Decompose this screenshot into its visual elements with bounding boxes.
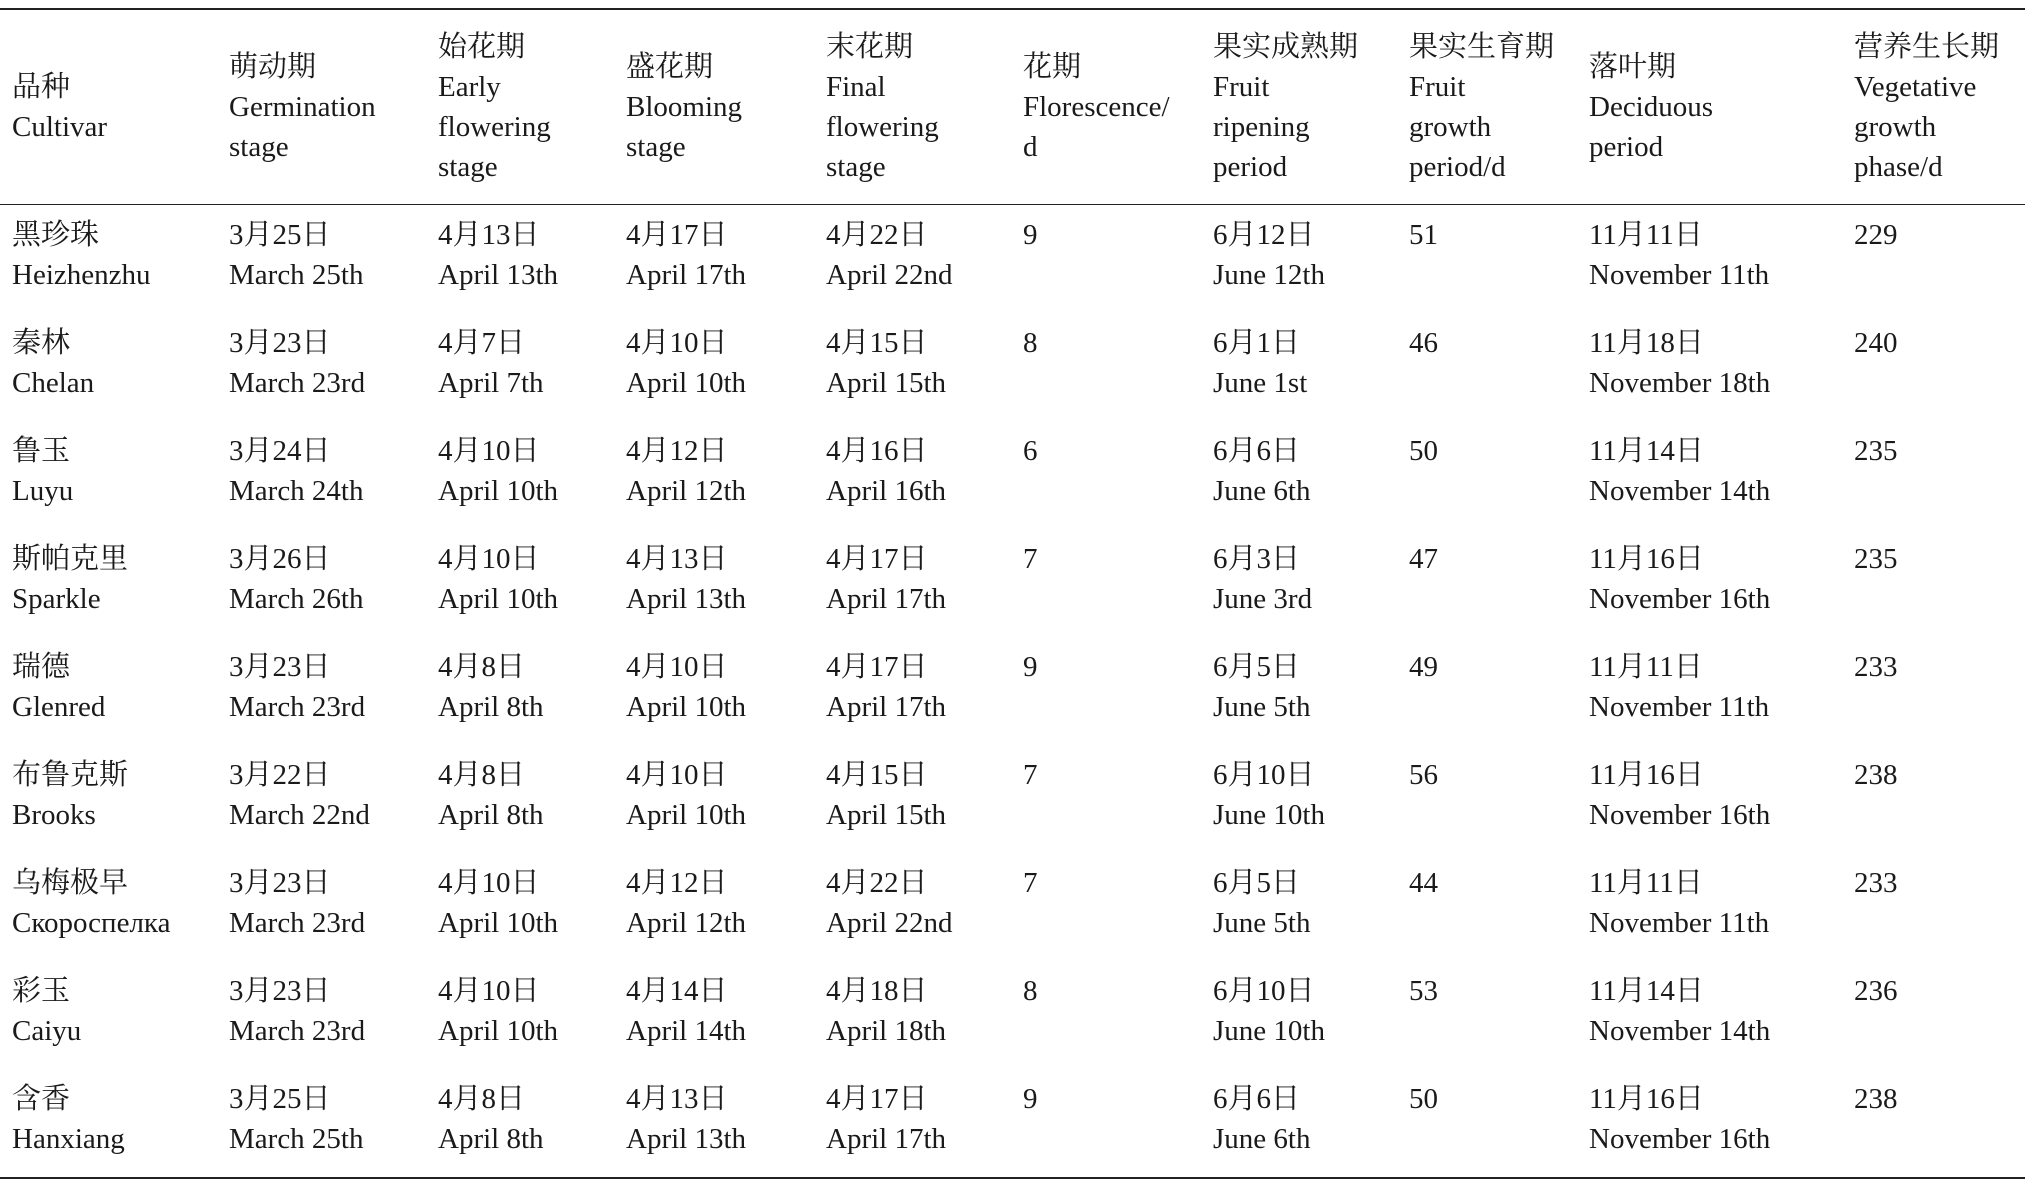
cell-blooming — [614, 529, 814, 637]
cell-en: April 7th — [438, 367, 544, 399]
cell-zh: 6月1日 — [1213, 327, 1301, 359]
column-header-florescence — [1011, 9, 1201, 205]
cell-en: April 12th — [626, 907, 747, 939]
cell-en: Heizhenzhu — [12, 259, 151, 291]
cell-deciduous — [1577, 421, 1842, 529]
cell-zh: 4月15日 — [826, 759, 928, 791]
cell-germination — [217, 745, 426, 853]
cell-final-flowering — [814, 421, 1011, 529]
table-header — [0, 9, 2025, 205]
cell-en: June 10th — [1213, 799, 1325, 831]
cell-blooming — [614, 421, 814, 529]
cell-en: April 17th — [826, 691, 947, 723]
column-header-zh: 营养生长期 — [1854, 31, 2000, 63]
column-header-en: Final flowering stage — [826, 71, 939, 183]
column-header-zh: 落叶期 — [1589, 51, 1677, 83]
cell-deciduous — [1577, 961, 1842, 1069]
cell-en: April 10th — [438, 1015, 559, 1047]
cell-zh: 4月10日 — [626, 327, 728, 359]
cell-en: June 5th — [1213, 691, 1311, 723]
cell-germination — [217, 853, 426, 961]
table-row — [0, 961, 2025, 1069]
cell-zh: 4月13日 — [438, 219, 540, 251]
cell-early-flowering — [426, 421, 614, 529]
cell-deciduous — [1577, 745, 1842, 853]
cell-florescence — [1011, 1069, 1201, 1178]
cell-germination — [217, 1069, 426, 1178]
cell-value: 8 — [1023, 327, 1038, 359]
cell-zh: 4月8日 — [438, 759, 526, 791]
cell-en: June 6th — [1213, 1123, 1311, 1155]
cell-zh: 6月5日 — [1213, 651, 1301, 683]
column-header-zh: 始花期 — [438, 31, 526, 63]
cell-en: June 1st — [1213, 367, 1308, 399]
table-row — [0, 1069, 2025, 1178]
cell-florescence — [1011, 313, 1201, 421]
cell-zh: 4月10日 — [438, 435, 540, 467]
table-row — [0, 313, 2025, 421]
cell-zh: 4月17日 — [826, 1083, 928, 1115]
cell-zh: 4月8日 — [438, 651, 526, 683]
cell-en: November 16th — [1589, 583, 1771, 615]
cell-florescence — [1011, 853, 1201, 961]
cell-vegetative — [1842, 853, 2025, 961]
cell-zh: 斯帕克里 — [12, 543, 129, 575]
cell-en: Hanxiang — [12, 1123, 125, 1155]
column-header-zh: 果实生育期 — [1409, 31, 1555, 63]
cell-deciduous — [1577, 529, 1842, 637]
cell-zh: 4月13日 — [626, 543, 728, 575]
cell-en: Chelan — [12, 367, 95, 399]
cell-germination — [217, 421, 426, 529]
cell-zh: 4月13日 — [626, 1083, 728, 1115]
cell-vegetative — [1842, 1069, 2025, 1178]
cell-zh: 4月8日 — [438, 1083, 526, 1115]
cell-final-flowering — [814, 205, 1011, 314]
table-row — [0, 853, 2025, 961]
column-header-fruit-growth — [1397, 9, 1577, 205]
cell-cultivar — [0, 745, 217, 853]
column-header-final-flowering — [814, 9, 1011, 205]
cell-en: April 13th — [438, 259, 559, 291]
column-header-zh: 萌动期 — [229, 51, 317, 83]
cell-en: Glenred — [12, 691, 106, 723]
cell-fruit-ripening — [1201, 313, 1397, 421]
cell-vegetative — [1842, 529, 2025, 637]
cell-zh: 3月25日 — [229, 1083, 331, 1115]
cell-en: Luyu — [12, 475, 74, 507]
cell-fruit-growth — [1397, 529, 1577, 637]
cell-value: 50 — [1409, 1083, 1438, 1115]
cell-en: November 11th — [1589, 259, 1770, 291]
cell-value: 238 — [1854, 1083, 1898, 1115]
cell-en: Brooks — [12, 799, 96, 831]
cell-cultivar — [0, 313, 217, 421]
cell-final-flowering — [814, 313, 1011, 421]
cell-zh: 4月15日 — [826, 327, 928, 359]
cell-value: 44 — [1409, 867, 1438, 899]
cell-value: 46 — [1409, 327, 1438, 359]
cell-en: April 10th — [626, 691, 747, 723]
cell-value: 6 — [1023, 435, 1038, 467]
cell-value: 49 — [1409, 651, 1438, 683]
cell-zh: 3月24日 — [229, 435, 331, 467]
cell-zh: 11月16日 — [1589, 759, 1704, 791]
cell-en: April 15th — [826, 367, 947, 399]
cell-cultivar — [0, 421, 217, 529]
cell-florescence — [1011, 961, 1201, 1069]
cell-en: November 18th — [1589, 367, 1771, 399]
column-header-en: Blooming stage — [626, 91, 743, 163]
cell-germination — [217, 637, 426, 745]
cell-blooming — [614, 313, 814, 421]
cell-value: 9 — [1023, 219, 1038, 251]
cell-zh: 6月5日 — [1213, 867, 1301, 899]
cell-zh: 11月14日 — [1589, 975, 1704, 1007]
cell-zh: 11月18日 — [1589, 327, 1704, 359]
cell-value: 7 — [1023, 543, 1038, 575]
cell-en: March 23rd — [229, 691, 366, 723]
cell-vegetative — [1842, 637, 2025, 745]
cell-zh: 鲁玉 — [12, 435, 71, 467]
cell-zh: 6月10日 — [1213, 759, 1315, 791]
cell-vegetative — [1842, 961, 2025, 1069]
cell-value: 236 — [1854, 975, 1898, 1007]
column-header-en: Deciduous period — [1589, 91, 1714, 163]
cell-value: 238 — [1854, 759, 1898, 791]
cell-final-flowering — [814, 1069, 1011, 1178]
cell-blooming — [614, 961, 814, 1069]
cell-en: April 13th — [626, 583, 747, 615]
column-header-en: Fruit ripening period — [1213, 71, 1310, 183]
cell-value: 7 — [1023, 867, 1038, 899]
cell-fruit-ripening — [1201, 853, 1397, 961]
cell-zh: 4月22日 — [826, 219, 928, 251]
table-row — [0, 421, 2025, 529]
cell-value: 233 — [1854, 867, 1898, 899]
cell-zh: 6月6日 — [1213, 435, 1301, 467]
cell-zh: 4月12日 — [626, 435, 728, 467]
column-header-zh: 末花期 — [826, 31, 914, 63]
cell-florescence — [1011, 745, 1201, 853]
cell-value: 56 — [1409, 759, 1438, 791]
cell-zh: 6月3日 — [1213, 543, 1301, 575]
cell-en: March 23rd — [229, 367, 366, 399]
cell-en: April 14th — [626, 1015, 747, 1047]
cell-value: 47 — [1409, 543, 1438, 575]
cell-en: March 25th — [229, 1123, 364, 1155]
cell-en: March 23rd — [229, 1015, 366, 1047]
table-row — [0, 637, 2025, 745]
column-header-en: Fruit growth period/d — [1409, 71, 1506, 183]
cell-zh: 3月26日 — [229, 543, 331, 575]
cell-en: April 8th — [438, 799, 544, 831]
cell-en: November 16th — [1589, 1123, 1771, 1155]
cell-zh: 11月11日 — [1589, 867, 1703, 899]
cell-zh: 4月10日 — [438, 867, 540, 899]
cell-value: 53 — [1409, 975, 1438, 1007]
cell-en: April 12th — [626, 475, 747, 507]
cell-value: 235 — [1854, 435, 1898, 467]
column-header-en: Florescence/ d — [1023, 91, 1170, 163]
cell-value: 9 — [1023, 1083, 1038, 1115]
cell-fruit-ripening — [1201, 961, 1397, 1069]
cell-fruit-ripening — [1201, 1069, 1397, 1178]
column-header-zh: 品种 — [12, 71, 71, 103]
cell-florescence — [1011, 529, 1201, 637]
cell-en: April 10th — [438, 475, 559, 507]
cell-final-flowering — [814, 853, 1011, 961]
cell-final-flowering — [814, 961, 1011, 1069]
cell-zh: 4月10日 — [626, 759, 728, 791]
cell-en: April 10th — [438, 583, 559, 615]
cell-early-flowering — [426, 637, 614, 745]
cell-zh: 3月23日 — [229, 975, 331, 1007]
table-row — [0, 745, 2025, 853]
cell-en: November 11th — [1589, 907, 1770, 939]
cell-early-flowering — [426, 205, 614, 314]
cell-value: 7 — [1023, 759, 1038, 791]
cell-en: March 25th — [229, 259, 364, 291]
cell-early-flowering — [426, 529, 614, 637]
cell-value: 229 — [1854, 219, 1898, 251]
column-header-en: Early flowering stage — [438, 71, 551, 183]
header-row — [0, 9, 2025, 205]
cell-en: March 22nd — [229, 799, 370, 831]
cell-en: June 3rd — [1213, 583, 1313, 615]
cell-germination — [217, 313, 426, 421]
cell-germination — [217, 529, 426, 637]
cell-cultivar — [0, 961, 217, 1069]
cell-zh: 含香 — [12, 1083, 71, 1115]
cell-zh: 3月22日 — [229, 759, 331, 791]
cell-vegetative — [1842, 205, 2025, 314]
cell-early-flowering — [426, 313, 614, 421]
cell-zh: 11月16日 — [1589, 543, 1704, 575]
cell-zh: 布鲁克斯 — [12, 759, 129, 791]
cell-zh: 彩玉 — [12, 975, 71, 1007]
column-header-deciduous — [1577, 9, 1842, 205]
cell-florescence — [1011, 637, 1201, 745]
cell-florescence — [1011, 421, 1201, 529]
cell-en: April 10th — [626, 799, 747, 831]
cell-zh: 黑珍珠 — [12, 219, 100, 251]
cell-vegetative — [1842, 313, 2025, 421]
cell-fruit-growth — [1397, 313, 1577, 421]
cell-fruit-ripening — [1201, 745, 1397, 853]
column-header-en: Germination stage — [229, 91, 376, 163]
cell-blooming — [614, 1069, 814, 1178]
cell-en: April 22nd — [826, 907, 953, 939]
cell-value: 233 — [1854, 651, 1898, 683]
column-header-zh: 花期 — [1023, 51, 1082, 83]
cell-value: 51 — [1409, 219, 1438, 251]
column-header-early-flowering — [426, 9, 614, 205]
cell-zh: 4月10日 — [438, 543, 540, 575]
cell-en: April 22nd — [826, 259, 953, 291]
cell-cultivar — [0, 853, 217, 961]
cell-early-flowering — [426, 961, 614, 1069]
cell-en: April 8th — [438, 1123, 544, 1155]
cell-value: 9 — [1023, 651, 1038, 683]
cell-germination — [217, 205, 426, 314]
cell-zh: 4月17日 — [826, 543, 928, 575]
cell-zh: 4月10日 — [438, 975, 540, 1007]
cell-zh: 4月22日 — [826, 867, 928, 899]
cell-en: June 12th — [1213, 259, 1325, 291]
cell-en: Caiyu — [12, 1015, 82, 1047]
cell-en: June 10th — [1213, 1015, 1325, 1047]
cell-cultivar — [0, 1069, 217, 1178]
cell-zh: 11月14日 — [1589, 435, 1704, 467]
cell-final-flowering — [814, 745, 1011, 853]
cell-en: November 14th — [1589, 1015, 1771, 1047]
cell-fruit-ripening — [1201, 205, 1397, 314]
cell-blooming — [614, 205, 814, 314]
cell-value: 235 — [1854, 543, 1898, 575]
cell-blooming — [614, 853, 814, 961]
cell-en: Скороспелка — [12, 907, 171, 939]
cell-en: March 23rd — [229, 907, 366, 939]
cell-germination — [217, 961, 426, 1069]
cell-en: March 26th — [229, 583, 364, 615]
cell-fruit-ripening — [1201, 637, 1397, 745]
column-header-en: Vegetative growth phase/d — [1854, 71, 1977, 183]
cell-fruit-ripening — [1201, 529, 1397, 637]
cell-fruit-growth — [1397, 853, 1577, 961]
column-header-en: Cultivar — [12, 111, 108, 143]
table-row — [0, 205, 2025, 314]
cell-zh: 6月10日 — [1213, 975, 1315, 1007]
cell-zh: 瑞德 — [12, 651, 71, 683]
cell-en: November 14th — [1589, 475, 1771, 507]
cell-final-flowering — [814, 637, 1011, 745]
cell-early-flowering — [426, 1069, 614, 1178]
cell-zh: 3月23日 — [229, 327, 331, 359]
cell-zh: 4月10日 — [626, 651, 728, 683]
cell-fruit-growth — [1397, 421, 1577, 529]
cell-en: June 5th — [1213, 907, 1311, 939]
cell-early-flowering — [426, 745, 614, 853]
cell-zh: 4月7日 — [438, 327, 526, 359]
cell-en: June 6th — [1213, 475, 1311, 507]
phenology-table — [0, 8, 2025, 1179]
cell-zh: 3月23日 — [229, 651, 331, 683]
column-header-cultivar — [0, 9, 217, 205]
cell-value: 8 — [1023, 975, 1038, 1007]
cell-zh: 3月25日 — [229, 219, 331, 251]
cell-zh: 4月17日 — [626, 219, 728, 251]
cell-zh: 11月11日 — [1589, 219, 1703, 251]
cell-deciduous — [1577, 313, 1842, 421]
table-body — [0, 205, 2025, 1179]
cell-zh: 乌梅极早 — [12, 867, 129, 899]
cell-vegetative — [1842, 421, 2025, 529]
cell-zh: 4月12日 — [626, 867, 728, 899]
cell-zh: 4月14日 — [626, 975, 728, 1007]
cell-en: April 17th — [826, 583, 947, 615]
cell-en: April 10th — [438, 907, 559, 939]
cell-blooming — [614, 637, 814, 745]
cell-en: Sparkle — [12, 583, 101, 615]
cell-en: November 16th — [1589, 799, 1771, 831]
column-header-zh: 盛花期 — [626, 51, 714, 83]
cell-zh: 4月17日 — [826, 651, 928, 683]
cell-early-flowering — [426, 853, 614, 961]
cell-zh: 3月23日 — [229, 867, 331, 899]
cell-en: April 15th — [826, 799, 947, 831]
cell-en: April 17th — [826, 1123, 947, 1155]
cell-en: March 24th — [229, 475, 364, 507]
cell-zh: 秦林 — [12, 327, 71, 359]
cell-final-flowering — [814, 529, 1011, 637]
cell-en: November 11th — [1589, 691, 1770, 723]
cell-zh: 6月6日 — [1213, 1083, 1301, 1115]
cell-value: 50 — [1409, 435, 1438, 467]
cell-fruit-growth — [1397, 745, 1577, 853]
column-header-blooming — [614, 9, 814, 205]
cell-fruit-growth — [1397, 1069, 1577, 1178]
cell-en: April 10th — [626, 367, 747, 399]
cell-cultivar — [0, 529, 217, 637]
cell-zh: 11月16日 — [1589, 1083, 1704, 1115]
cell-deciduous — [1577, 853, 1842, 961]
column-header-fruit-ripening — [1201, 9, 1397, 205]
cell-zh: 4月16日 — [826, 435, 928, 467]
column-header-zh: 果实成熟期 — [1213, 31, 1359, 63]
cell-cultivar — [0, 637, 217, 745]
cell-fruit-growth — [1397, 637, 1577, 745]
cell-deciduous — [1577, 1069, 1842, 1178]
column-header-vegetative — [1842, 9, 2025, 205]
cell-fruit-growth — [1397, 961, 1577, 1069]
table-row — [0, 529, 2025, 637]
cell-en: April 17th — [626, 259, 747, 291]
cell-value: 240 — [1854, 327, 1898, 359]
cell-deciduous — [1577, 637, 1842, 745]
cell-en: April 8th — [438, 691, 544, 723]
cell-zh: 11月11日 — [1589, 651, 1703, 683]
cell-fruit-growth — [1397, 205, 1577, 314]
cell-vegetative — [1842, 745, 2025, 853]
cell-en: April 18th — [826, 1015, 947, 1047]
cell-zh: 6月12日 — [1213, 219, 1315, 251]
cell-florescence — [1011, 205, 1201, 314]
cell-blooming — [614, 745, 814, 853]
column-header-germination — [217, 9, 426, 205]
cell-fruit-ripening — [1201, 421, 1397, 529]
cell-cultivar — [0, 205, 217, 314]
cell-zh: 4月18日 — [826, 975, 928, 1007]
cell-en: April 16th — [826, 475, 947, 507]
cell-en: April 13th — [626, 1123, 747, 1155]
cell-deciduous — [1577, 205, 1842, 314]
